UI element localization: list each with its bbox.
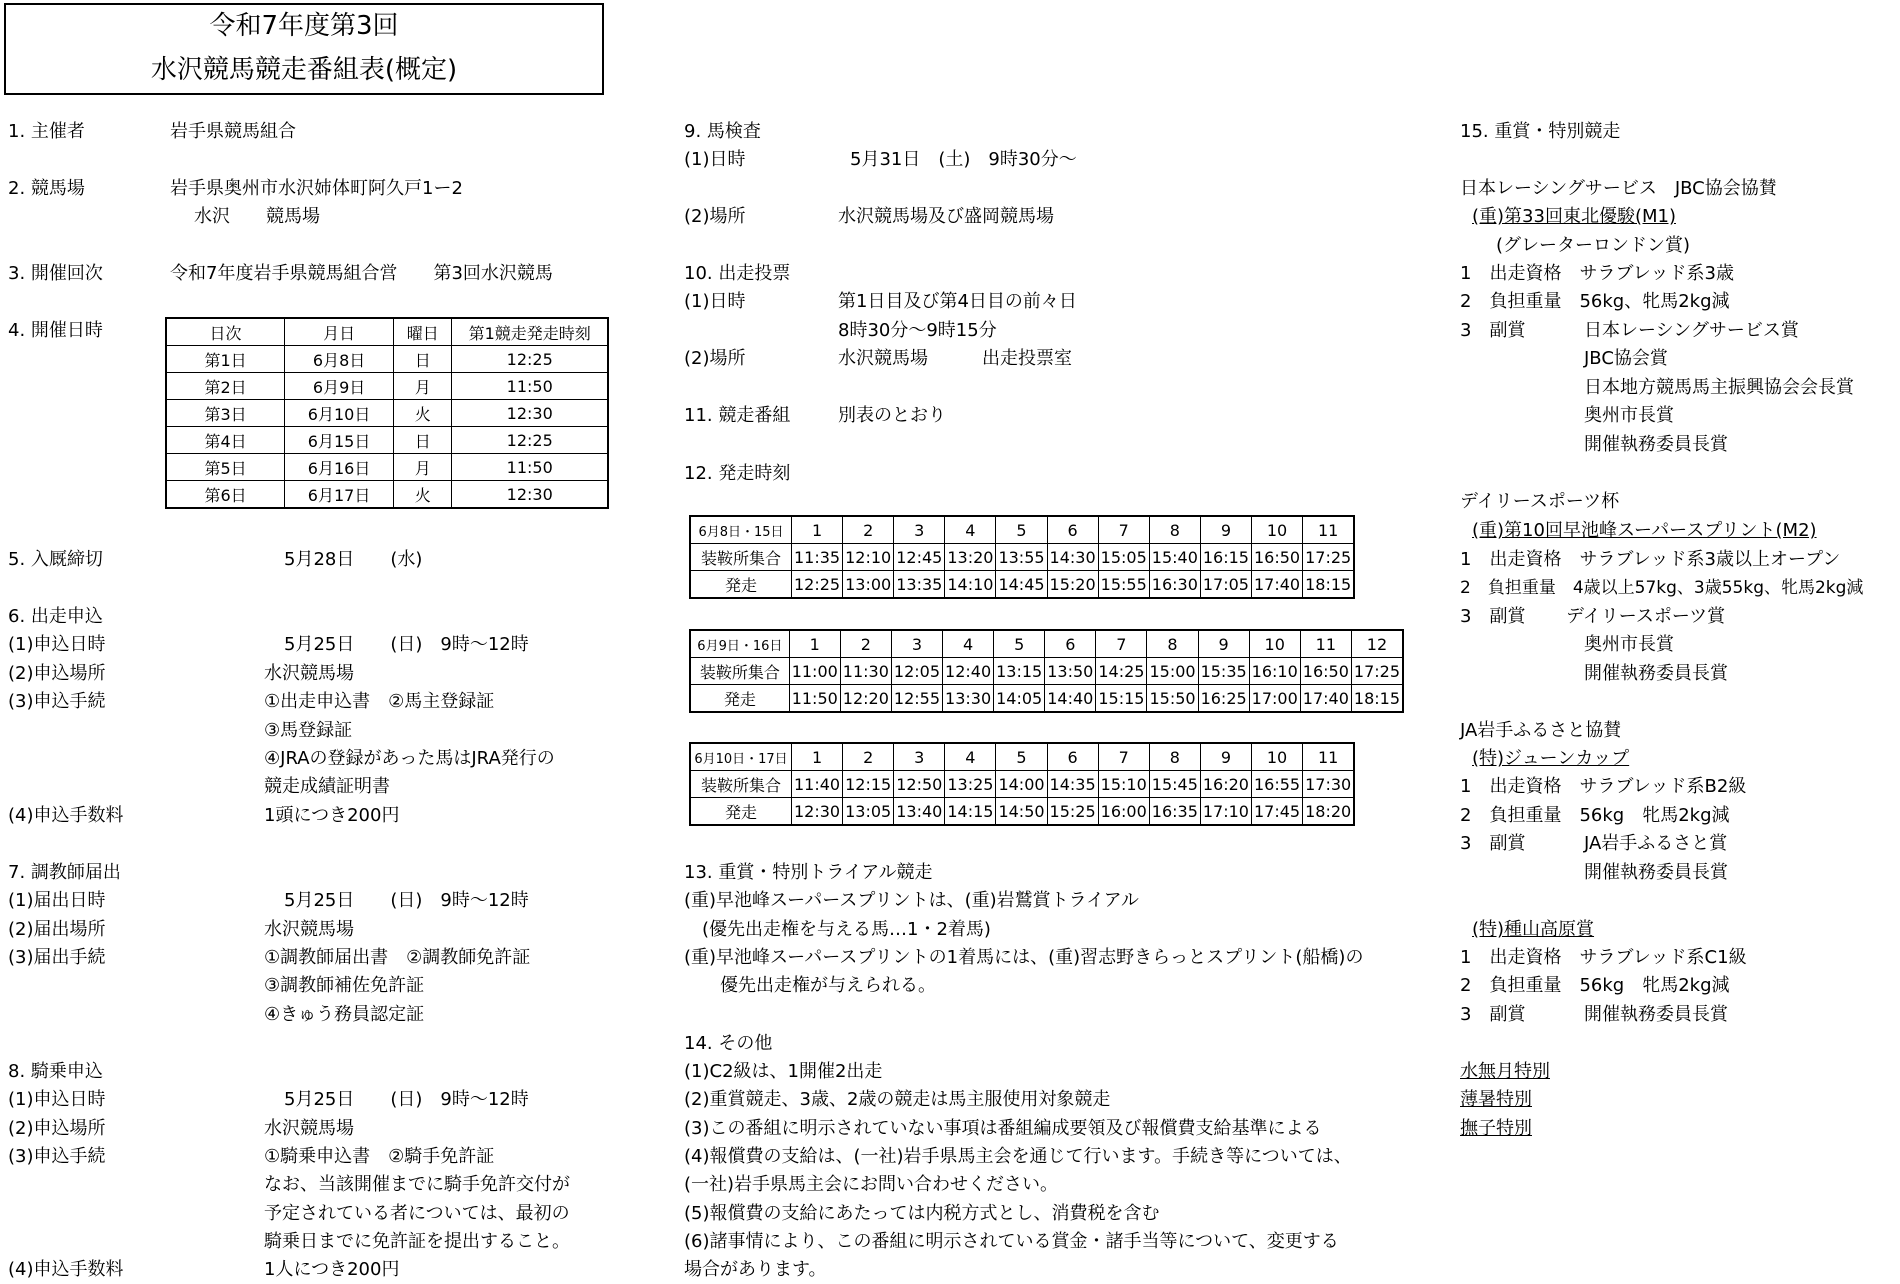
- table-cell: 11:30: [840, 658, 891, 685]
- section-value: 水沢 競馬場: [194, 206, 320, 227]
- table-cell: 17:05: [1200, 571, 1251, 599]
- table-row: [690, 771, 1354, 798]
- section-value: 岩手県奥州市水沢姉体町阿久戸1ー2: [170, 178, 463, 199]
- table-cell: 12:10: [843, 544, 894, 571]
- table-cell: 7: [1098, 743, 1149, 771]
- table-cell: 第5日: [166, 454, 285, 481]
- item-label: (4)申込手数料: [8, 1259, 124, 1280]
- table-cell: 8: [1147, 630, 1198, 658]
- table-row: [166, 427, 608, 454]
- table-cell: 15:55: [1098, 571, 1149, 599]
- row-label: 装鞍所集合: [690, 771, 792, 798]
- race-prize-label: 3 副賞: [1460, 606, 1526, 627]
- table-header-row: [690, 630, 1403, 658]
- table-row: [690, 544, 1354, 571]
- item-value: 騎乗日までに免許証を提出すること。: [264, 1231, 570, 1252]
- special-race: 撫子特別: [1460, 1118, 1532, 1139]
- item-label: (2)場所: [684, 348, 746, 369]
- table-cell: 17:00: [1249, 685, 1300, 713]
- text-line: (重)早池峰スーパースプリントは、(重)岩鷲賞トライアル: [684, 890, 1139, 911]
- race-weight: 2 負担重量 56kg、牝馬2kg減: [1460, 291, 1730, 312]
- section-label: 8. 騎乗申込: [8, 1061, 103, 1082]
- table-cell: 火: [394, 481, 452, 509]
- item-label: (1)申込日時: [8, 1089, 106, 1110]
- table-cell: 第2日: [166, 373, 285, 400]
- table-cell: 3: [891, 630, 942, 658]
- table-row: [690, 798, 1354, 826]
- table-cell: 16:55: [1251, 771, 1302, 798]
- text-line: (一社)岩手県馬主会にお問い合わせください。: [684, 1174, 1059, 1195]
- table-cell: 11:50: [789, 685, 840, 713]
- table-cell: 14:00: [996, 771, 1047, 798]
- table-cell: 11: [1303, 516, 1355, 544]
- table-cell: 第3日: [166, 400, 285, 427]
- table-cell: 9: [1198, 630, 1249, 658]
- table-cell: 16:35: [1149, 798, 1200, 826]
- table-row: [166, 373, 608, 400]
- table-cell: 6月16日: [285, 454, 394, 481]
- table-header-row: [690, 516, 1354, 544]
- section-label: 2. 競馬場: [8, 178, 85, 199]
- section-label: 3. 開催回次: [8, 263, 103, 284]
- section-label: 7. 調教師届出: [8, 862, 121, 883]
- table-cell: 月: [394, 373, 452, 400]
- item-value: ③調教師補佐免許証: [264, 975, 425, 996]
- item-value: ④JRAの登録があった馬はJRA発行の: [264, 748, 555, 769]
- table-cell: 第1日: [166, 346, 285, 373]
- item-label: (1)申込日時: [8, 634, 106, 655]
- table-cell: 15:35: [1198, 658, 1249, 685]
- table-cell: 15:45: [1149, 771, 1200, 798]
- table-cell: 第1競走発走時刻: [452, 318, 608, 346]
- text-line: (優先出走権を与える馬…1・2着馬): [702, 919, 991, 940]
- text-line: 優先出走権が与えられる。: [720, 975, 936, 996]
- race-name: (特)種山高原賞: [1472, 919, 1595, 940]
- race-prize: 開催執務委員長賞: [1584, 663, 1728, 684]
- table-cell: 18:15: [1303, 571, 1355, 599]
- item-value: 5月25日 (日) 9時～12時: [284, 890, 529, 911]
- table-cell: 17:10: [1200, 798, 1251, 826]
- table-row: [690, 685, 1403, 713]
- table-cell: 6: [1047, 516, 1098, 544]
- item-label: (1)日時: [684, 149, 746, 170]
- table-cell: 1: [789, 630, 840, 658]
- table-cell: 16:15: [1200, 544, 1251, 571]
- race-name: (重)第33回東北優駿(M1): [1472, 206, 1676, 227]
- race-qualification: 1 出走資格 サラブレッド系3歳: [1460, 263, 1735, 284]
- table-cell: 10: [1251, 516, 1302, 544]
- table-cell: 15:40: [1149, 544, 1200, 571]
- item-label: (3)申込手続: [8, 691, 106, 712]
- item-value: ④きゅう務員認定証: [264, 1004, 425, 1025]
- table-header-row: [166, 318, 608, 346]
- item-label: (2)場所: [684, 206, 746, 227]
- table-cell: 12:05: [891, 658, 942, 685]
- table-row: [166, 346, 608, 373]
- section-label: 13. 重賞・特別トライアル競走: [684, 862, 933, 883]
- item-value: ①調教師届出書 ②調教師免許証: [264, 947, 531, 968]
- section-value: 別表のとおり: [838, 405, 946, 426]
- table-row: [690, 658, 1403, 685]
- table-cell: 11:50: [452, 373, 608, 400]
- table-cell: 8: [1149, 743, 1200, 771]
- table-cell: 2: [843, 516, 894, 544]
- table-cell: 3: [894, 516, 945, 544]
- title-line2: 水沢競馬競走番組表(概定): [150, 55, 458, 85]
- section-label: 14. その他: [684, 1033, 773, 1054]
- start-time-table: [689, 629, 1404, 713]
- table-cell: 16:20: [1200, 771, 1251, 798]
- text-line: (4)報償費の支給は、(一社)岩手県馬主会を通じて行います。手続き等については、: [684, 1146, 1352, 1167]
- race-sponsor: 日本レーシングサービス JBC協会協賛: [1460, 178, 1777, 199]
- item-value: 1人につき200円: [264, 1259, 400, 1280]
- table-cell: 12:50: [894, 771, 945, 798]
- race-prize: 日本レーシングサービス賞: [1584, 320, 1799, 341]
- table-cell: 6月8日: [285, 346, 394, 373]
- schedule-days-table: [165, 317, 609, 509]
- table-cell: 5: [996, 743, 1047, 771]
- table-cell: 16:50: [1251, 544, 1302, 571]
- item-value: 第1日目及び第4日目の前々日: [838, 291, 1077, 312]
- text-line: (2)重賞競走、3歳、2歳の競走は馬主服使用対象競走: [684, 1089, 1111, 1110]
- text-line: (1)C2級は、1開催2出走: [684, 1061, 883, 1082]
- table-cell: 日次: [166, 318, 285, 346]
- text-line: 場合があります。: [684, 1259, 827, 1280]
- special-race: 水無月特別: [1460, 1061, 1550, 1082]
- table-cell: 12:25: [792, 571, 843, 599]
- table-cell: 14:25: [1096, 658, 1147, 685]
- table-cell: 17:40: [1251, 571, 1302, 599]
- table-cell: 16:00: [1098, 798, 1149, 826]
- item-label: (1)届出日時: [8, 890, 106, 911]
- table-cell: 17:25: [1303, 544, 1355, 571]
- section-value: 岩手県競馬組合: [170, 121, 296, 142]
- race-weight: 2 負担重量 56kg 牝馬2kg減: [1460, 975, 1730, 996]
- table-cell: 4: [945, 516, 996, 544]
- table-cell: 4: [943, 630, 994, 658]
- table-cell: 14:10: [945, 571, 996, 599]
- item-value: 8時30分～9時15分: [838, 320, 997, 341]
- table-cell: 11:40: [792, 771, 843, 798]
- item-value: ③馬登録証: [264, 720, 353, 741]
- item-label: (2)届出場所: [8, 919, 106, 940]
- item-value: 水沢競馬場 出走投票室: [838, 348, 1072, 369]
- item-value: 水沢競馬場: [264, 1118, 354, 1139]
- race-qualification: 1 出走資格 サラブレッド系B2級: [1460, 776, 1747, 797]
- table-cell: 18:15: [1351, 685, 1403, 713]
- table-cell: 火: [394, 400, 452, 427]
- table-cell: 7: [1096, 630, 1147, 658]
- section-label: 11. 競走番組: [684, 405, 791, 426]
- table-header-row: [690, 743, 1354, 771]
- table-cell: 日: [394, 427, 452, 454]
- item-label: (3)届出手続: [8, 947, 106, 968]
- row-label: 発走: [690, 798, 792, 826]
- section-label: 12. 発走時刻: [684, 463, 791, 484]
- race-prize: JA岩手ふるさと賞: [1584, 833, 1728, 854]
- table-cell: 6: [1045, 630, 1096, 658]
- table-cell: 12:40: [943, 658, 994, 685]
- row-label: 発走: [690, 571, 792, 599]
- title-line1: 令和7年度第3回: [209, 11, 399, 41]
- section-label: 15. 重賞・特別競走: [1460, 121, 1621, 142]
- item-value: 1頭につき200円: [264, 805, 400, 826]
- table-cell: 12:30: [452, 481, 608, 509]
- item-value: ①騎乗申込書 ②騎手免許証: [264, 1146, 495, 1167]
- table-cell: 13:00: [843, 571, 894, 599]
- race-prize: 開催執務委員長賞: [1584, 862, 1728, 883]
- table-cell: 2: [840, 630, 891, 658]
- table-cell: 12:30: [452, 400, 608, 427]
- table-cell: 17:45: [1251, 798, 1302, 826]
- table-cell: 第4日: [166, 427, 285, 454]
- row-label: 発走: [690, 685, 789, 713]
- section-label: 5. 入厩締切: [8, 549, 103, 570]
- table-cell: 2: [843, 743, 894, 771]
- table-cell: 14:45: [996, 571, 1047, 599]
- text-line: (重)早池峰スーパースプリントの1着馬には、(重)習志野きらっとスプリント(船橋)の: [684, 947, 1364, 968]
- table-cell: 12:30: [792, 798, 843, 826]
- table-cell: 8: [1149, 516, 1200, 544]
- table-cell: 11:35: [792, 544, 843, 571]
- item-label: (2)申込場所: [8, 663, 106, 684]
- table-cell: 14:50: [996, 798, 1047, 826]
- table-cell: 5: [994, 630, 1045, 658]
- table-cell: 9: [1200, 743, 1251, 771]
- table-cell: 6月10日: [285, 400, 394, 427]
- table-cell: 14:30: [1047, 544, 1098, 571]
- table-cell: 16:10: [1249, 658, 1300, 685]
- item-label: (4)申込手数料: [8, 805, 124, 826]
- race-prize: JBC協会賞: [1584, 348, 1668, 369]
- table-cell: 6月17日: [285, 481, 394, 509]
- table-cell: 14:05: [994, 685, 1045, 713]
- table-cell: 18:20: [1303, 798, 1355, 826]
- race-prize: デイリースポーツ賞: [1566, 606, 1726, 627]
- race-prize: 開催執務委員長賞: [1584, 434, 1728, 455]
- table-cell: 6月15日: [285, 427, 394, 454]
- table-cell: 13:20: [945, 544, 996, 571]
- table-cell: 16:25: [1198, 685, 1249, 713]
- table-cell: 5: [996, 516, 1047, 544]
- race-prize: 奥州市長賞: [1584, 634, 1674, 655]
- start-time-table: [689, 742, 1355, 826]
- table-row: [166, 400, 608, 427]
- table-cell: 13:05: [843, 798, 894, 826]
- item-value: 5月25日 (日) 9時～12時: [284, 634, 529, 655]
- table-cell: 4: [945, 743, 996, 771]
- table-cell: 15:15: [1096, 685, 1147, 713]
- item-value: 水沢競馬場及び盛岡競馬場: [838, 206, 1054, 227]
- table-cell: 13:15: [994, 658, 1045, 685]
- row-label: 6月9日・16日: [690, 630, 789, 658]
- table-cell: 15:50: [1147, 685, 1198, 713]
- table-cell: 12:45: [894, 544, 945, 571]
- table-cell: 17:30: [1303, 771, 1355, 798]
- section-label: 4. 開催日時: [8, 320, 103, 341]
- section-label: 10. 出走投票: [684, 263, 791, 284]
- item-value: 水沢競馬場: [264, 663, 354, 684]
- table-cell: 12:55: [891, 685, 942, 713]
- table-cell: 13:50: [1045, 658, 1096, 685]
- section-value: 5月28日 (水): [284, 549, 423, 570]
- item-value: 5月25日 (日) 9時～12時: [284, 1089, 529, 1110]
- race-prize-label: 3 副賞: [1460, 1004, 1526, 1025]
- table-cell: 3: [894, 743, 945, 771]
- table-cell: 6月9日: [285, 373, 394, 400]
- table-cell: 月: [394, 454, 452, 481]
- table-cell: 16:50: [1300, 658, 1351, 685]
- table-cell: 13:40: [894, 798, 945, 826]
- start-time-table: [689, 515, 1355, 599]
- table-cell: 16:30: [1149, 571, 1200, 599]
- table-cell: 13:55: [996, 544, 1047, 571]
- race-sponsor: JA岩手ふるさと協賛: [1460, 720, 1622, 741]
- table-cell: 17:25: [1351, 658, 1403, 685]
- race-prize-label: 3 副賞: [1460, 833, 1526, 854]
- table-cell: 第6日: [166, 481, 285, 509]
- title-box: [4, 3, 604, 95]
- table-cell: 11: [1303, 743, 1355, 771]
- table-row: [166, 481, 608, 509]
- race-name: (特)ジューンカップ: [1472, 748, 1630, 769]
- table-cell: 14:35: [1047, 771, 1098, 798]
- item-label: (3)申込手続: [8, 1146, 106, 1167]
- text-line: (5)報償費の支給にあたっては内税方式とし、消費税を含む: [684, 1203, 1160, 1224]
- item-value: 競走成績証明書: [264, 776, 390, 797]
- table-cell: 15:20: [1047, 571, 1098, 599]
- table-row: [690, 571, 1354, 599]
- section-label: 1. 主催者: [8, 121, 85, 142]
- race-prize: 奥州市長賞: [1584, 405, 1674, 426]
- race-prize: 日本地方競馬馬主振興協会会長賞: [1584, 377, 1854, 398]
- item-value: 水沢競馬場: [264, 919, 354, 940]
- race-qualification: 1 出走資格 サラブレッド系3歳以上オープン: [1460, 549, 1841, 570]
- row-label: 6月10日・17日: [690, 743, 792, 771]
- table-cell: 15:05: [1098, 544, 1149, 571]
- item-label: (1)日時: [684, 291, 746, 312]
- table-row: [166, 454, 608, 481]
- table-cell: 6: [1047, 743, 1098, 771]
- item-value: なお、当該開催までに騎手免許交付が: [264, 1174, 570, 1195]
- table-cell: 日: [394, 346, 452, 373]
- table-cell: 11:50: [452, 454, 608, 481]
- table-cell: 月日: [285, 318, 394, 346]
- row-label: 装鞍所集合: [690, 658, 789, 685]
- row-label: 装鞍所集合: [690, 544, 792, 571]
- item-value: ①出走申込書 ②馬主登録証: [264, 691, 495, 712]
- section-label: 9. 馬検査: [684, 121, 761, 142]
- table-cell: 11: [1300, 630, 1351, 658]
- special-race: 薄暑特別: [1460, 1089, 1532, 1110]
- race-prize: 開催執務委員長賞: [1584, 1004, 1728, 1025]
- race-qualification: 1 出走資格 サラブレッド系C1級: [1460, 947, 1747, 968]
- table-cell: 曜日: [394, 318, 452, 346]
- item-value: 予定されている者については、最初の: [264, 1203, 570, 1224]
- table-cell: 13:35: [894, 571, 945, 599]
- table-cell: 7: [1098, 516, 1149, 544]
- race-prize-label: 3 副賞: [1460, 320, 1526, 341]
- table-cell: 13:25: [945, 771, 996, 798]
- table-cell: 9: [1200, 516, 1251, 544]
- table-cell: 14:15: [945, 798, 996, 826]
- table-cell: 15:10: [1098, 771, 1149, 798]
- table-cell: 13:30: [943, 685, 994, 713]
- section-label: 6. 出走申込: [8, 606, 103, 627]
- race-sponsor: デイリースポーツ杯: [1460, 491, 1620, 512]
- table-cell: 1: [792, 743, 843, 771]
- race-subname: (グレーターロンドン賞): [1496, 235, 1691, 256]
- table-cell: 10: [1249, 630, 1300, 658]
- item-label: (2)申込場所: [8, 1118, 106, 1139]
- race-name: (重)第10回早池峰スーパースプリント(M2): [1472, 520, 1817, 541]
- text-line: (6)諸事情により、この番組に明示されている賞金・諸手当等について、変更する: [684, 1231, 1339, 1252]
- item-value: 5月31日 (土) 9時30分～: [850, 149, 1077, 170]
- race-weight: 2 負担重量 4歳以上57kg、3歳55kg、牝馬2kg減: [1460, 578, 1864, 598]
- table-cell: 10: [1251, 743, 1302, 771]
- table-cell: 12:25: [452, 346, 608, 373]
- table-cell: 14:40: [1045, 685, 1096, 713]
- table-cell: 12:15: [843, 771, 894, 798]
- table-cell: 12: [1351, 630, 1403, 658]
- table-cell: 15:00: [1147, 658, 1198, 685]
- table-cell: 15:25: [1047, 798, 1098, 826]
- text-line: (3)この番組に明示されていない事項は番組編成要領及び報償費支給基準による: [684, 1118, 1322, 1139]
- table-cell: 11:00: [789, 658, 840, 685]
- table-cell: 17:40: [1300, 685, 1351, 713]
- table-cell: 12:25: [452, 427, 608, 454]
- table-cell: 12:20: [840, 685, 891, 713]
- row-label: 6月8日・15日: [690, 516, 792, 544]
- section-value: 令和7年度岩手県競馬組合営 第3回水沢競馬: [170, 263, 553, 284]
- race-weight: 2 負担重量 56kg 牝馬2kg減: [1460, 805, 1730, 826]
- table-cell: 1: [792, 516, 843, 544]
